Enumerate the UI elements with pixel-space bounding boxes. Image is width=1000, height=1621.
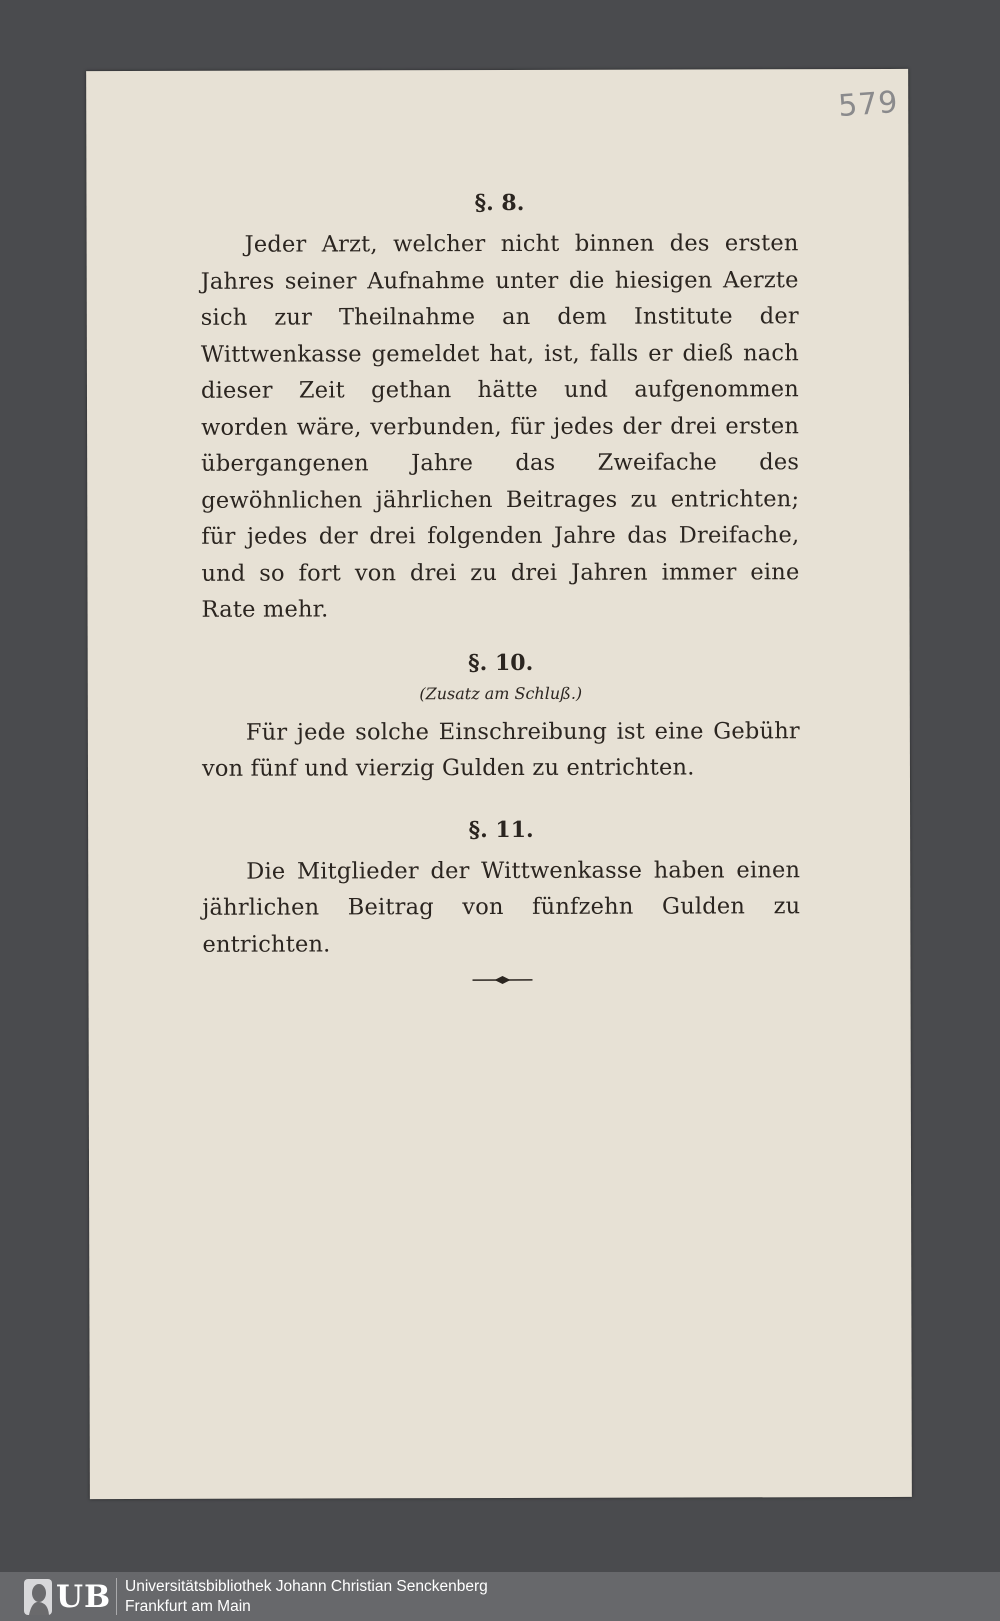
footer-bar — [0, 1572, 1000, 1621]
end-ornament-icon — [472, 974, 532, 986]
document-page — [86, 69, 912, 1499]
footer-line-1: Universitätsbibliothek Johann Christian Senckenberg — [125, 1578, 488, 1595]
footer-text — [125, 1577, 488, 1617]
section-heading-8: §. 8. — [474, 189, 525, 217]
section-subheading-10: (Zusatz am Schluß.) — [419, 683, 583, 703]
library-logo[interactable] — [24, 1576, 111, 1617]
page-number: 579 — [837, 84, 900, 125]
section-text-10: Für jede solche Einschreibung ist eine Gebühr von fünf und vierzig Gulden zu entrichten. — [201, 717, 800, 782]
section-heading-11: §. 11. — [468, 816, 534, 843]
section-heading-10: §. 10. — [468, 649, 534, 676]
footer-divider — [116, 1578, 117, 1615]
text-block — [200, 187, 800, 963]
section-text-8: Jeder Arzt, welcher nicht binnen des ersten Jahres seiner Aufnahme unter die hiesigen Aerzte sich zur Theilnahme an dem Institute der Wittwenkasse gemeldet hat, ist, falls er dieß nach dieser Zeit gethan hätte und aufgenommen worden wäre, verbunden, für jedes der drei ersten übergangenen Jahre das Zweifache des gewöhnlichen jährlichen Beitrages zu entrichten; für jedes der drei folgenden Jahre das Dreifache, und so fort von drei zu drei Jahren immer eine Rate mehr. — [200, 230, 800, 623]
section-text-11: Die Mitglieder der Wittwenkasse haben einen jährlichen Beitrag von fünfzehn Gulden zu entrichten. — [202, 856, 801, 958]
logo-text: UB — [56, 1578, 112, 1615]
portrait-icon — [24, 1579, 52, 1615]
footer-line-2: Frankfurt am Main — [125, 1598, 251, 1615]
